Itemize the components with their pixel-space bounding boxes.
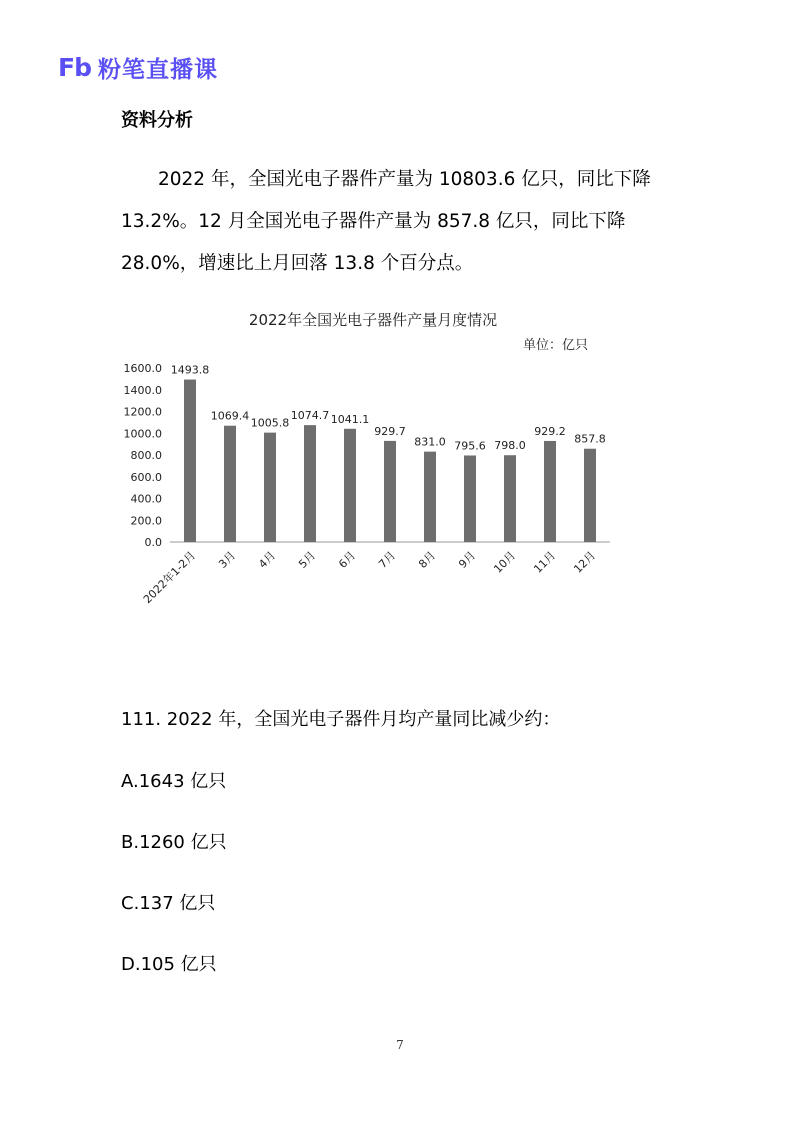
page-number: 7	[396, 1038, 404, 1052]
x-tick-label: 5月	[296, 548, 319, 571]
bar	[224, 426, 236, 542]
bar	[504, 455, 516, 542]
option-a[interactable]: A.1643 亿只	[121, 771, 227, 792]
x-tick-label: 8月	[416, 548, 439, 571]
x-tick-label: 7月	[376, 548, 399, 571]
bar-value-label: 1041.1	[330, 412, 370, 426]
bar	[264, 433, 276, 542]
section-heading: 资料分析	[121, 110, 193, 131]
x-tick-label: 4月	[256, 548, 279, 571]
x-tick-label: 2022年1-2月	[140, 548, 199, 607]
x-tick-label: 11月	[531, 548, 559, 576]
bar-chart	[118, 298, 628, 628]
bar	[344, 429, 356, 542]
brand-logo	[58, 52, 218, 82]
bar-value-label: 929.2	[534, 424, 566, 438]
chart-unit-label: 单位：亿只	[522, 338, 588, 353]
chart-svg	[118, 298, 628, 628]
bar-value-label: 1074.7	[290, 409, 330, 423]
bar-value-label: 1005.8	[250, 416, 290, 430]
y-tick-label: 1600.0	[123, 362, 162, 375]
bar	[384, 441, 396, 542]
bar	[544, 441, 556, 542]
option-c[interactable]: C.137 亿只	[121, 893, 216, 914]
logo-mark: Fb	[58, 52, 91, 82]
bar	[424, 452, 436, 542]
x-tick-label: 6月	[336, 548, 359, 571]
y-tick-label: 1000.0	[123, 427, 162, 441]
y-tick-label: 400.0	[130, 492, 162, 506]
chart-title: 2022年全国光电子器件产量月度情况	[248, 311, 498, 329]
y-tick-label: 0.0	[144, 536, 162, 549]
y-tick-label: 800.0	[130, 449, 162, 462]
logo-text: 粉笔直播课	[97, 56, 218, 83]
y-tick-label: 1400.0	[123, 383, 162, 397]
bar-value-label: 857.8	[574, 432, 606, 446]
bar	[184, 380, 196, 542]
y-tick-label: 200.0	[130, 514, 162, 528]
material-paragraph: 2022 年，全国光电子器件产量为 10803.6 亿只，同比下降 13.2%。12 月全国光电子器件产量为 857.8 亿只，同比下降 28.0%，增速比上月回落 13.8 个百分点。	[121, 169, 651, 274]
bar	[464, 455, 476, 542]
bar	[584, 449, 596, 542]
x-tick-label: 10月	[491, 548, 519, 576]
bar-value-label: 1069.4	[210, 409, 250, 423]
question-stem: 111. 2022 年，全国光电子器件月均产量同比减少约：	[121, 709, 561, 730]
x-tick-label: 12月	[571, 548, 599, 576]
bar	[304, 425, 316, 542]
bar-value-label: 795.6	[454, 439, 486, 453]
bar-value-label: 1493.8	[170, 363, 210, 377]
option-d[interactable]: D.105 亿只	[121, 954, 217, 975]
y-tick-label: 600.0	[130, 470, 162, 484]
y-tick-label: 1200.0	[123, 405, 162, 419]
option-b[interactable]: B.1260 亿只	[121, 832, 227, 853]
bar-value-label: 831.0	[414, 435, 446, 449]
bar-value-label: 929.7	[374, 424, 406, 438]
x-tick-label: 9月	[456, 548, 479, 571]
bar-value-label: 798.0	[494, 439, 526, 453]
x-tick-label: 3月	[216, 548, 239, 571]
